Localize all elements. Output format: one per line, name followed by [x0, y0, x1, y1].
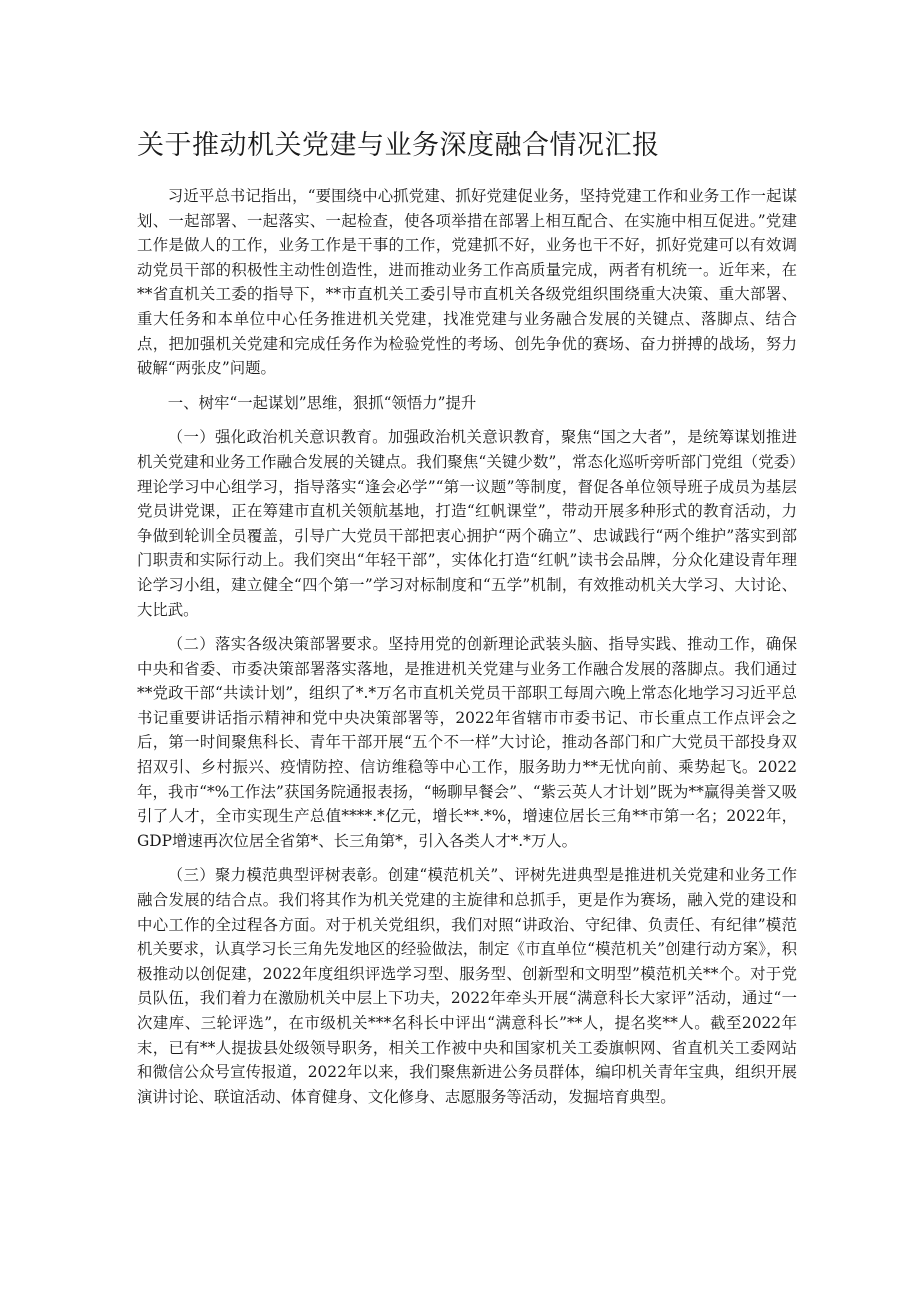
paragraph-3-model-commendation: （三）聚力模范典型评树表彰。创建“模范机关”、评树先进典型是推进机关党建和业务工作融合发展的结合点。我们将其作为机关党建的主旋律和总抓手，更是作为赛场，融入党的建设和中心工作的全过程各方面。对于机关党组织，我们对照“讲政治、守纪律、负责任、有纪律”模范机关要求，认真学习长三角先发地区的经验做法，制定《市直单位“模范机关”创建行动方案》，积极推动以创促建，2022年度组织评选学习型、服务型、创新型和文明型”模范机关**个。对于党员队伍，我们着力在激励机关中层上下功夫，2022年牵头开展“满意科长大家评”活动，通过“一次建库、三轮评选”，在市级机关***名科长中评出“满意科长”**人，提名奖**人。截至2022年末，已有**人提拔县处级领导职务，相关工作被中央和国家机关工委旗帜网、省直机关工委网站和微信公众号宣传报道，2022年以来，我们聚焦新进公务员群体，编印机关青年宝典，组织开展演讲讨论、联谊活动、体育健身、文化修身、志愿服务等活动，发掘培育典型。 — [137, 866, 797, 1106]
paragraph-2-decision-implementation: （二）落实各级决策部署要求。坚持用党的创新理论武装头脑、指导实践、推动工作，确保中央和省委、市委决策部署落实落地，是推进机关党建与业务工作融合发展的落脚点。我们通过**党政干部“共读计划”，组织了*.*万名市直机关党员干部职工每周六晚上常态化地学习习近平总书记重要讲话指示精神和党中央决策部署等，2022年省辖市市委书记、市长重点工作点评会之后，第一时间聚焦科长、青年干部开展“五个不一样”大讨论，推动各部门和广大党员干部投身双招双引、乡村振兴、疫情防控、信访维稳等中心工作，服务助力**无忧向前、乘势起飞。2022年，我市“*%工作法”获国务院通报表扬，“畅聊早餐会”、“紫云英人才计划”既为**赢得美誉又吸引了人才，全市实现生产总值****.*亿元，增长**.*%，增速位居长三角**市第一名；2022年，GDP增速再次位居全省第*、长三角第*，引入各类人才*.*万人。 — [137, 635, 797, 850]
document-title: 关于推动机关党建与业务深度融合情况汇报 — [137, 130, 660, 161]
intro-paragraph: 习近平总书记指出，“要围绕中心抓党建、抓好党建促业务，坚持党建工作和业务工作一起谋划、一起部署、一起落实、一起检查，使各项举措在部署上相互配合、在实施中相互促进。”党建工作是做人的工作，业务工作是干事的工作，党建抓不好，业务也干不好，抓好党建可以有效调动党员干部的积极性主动性创造性，进而推动业务工作高质量完成，两者有机统一。近年来，在**省直机关工委的指导下，**市直机关工委引导市直机关各级党组织围绕重大决策、重大部署、重大任务和本单位中心任务推进机关党建，找准党建与业务融合发展的关键点、落脚点、结合点，把加强机关党建和完成任务作为检验党性的考场、创先争优的赛场、奋力拼搏的战场，努力破解“两张皮”问题。 — [137, 187, 797, 378]
section-1-heading: 一、树牢“一起谋划”思维，狠抓“领悟力”提升 — [167, 393, 477, 412]
document-page — [137, 122, 797, 1109]
paragraph-1-political-education: （一）强化政治机关意识教育。加强政治机关意识教育，聚焦“国之大者”，是统筹谋划推进机关党建和业务工作融合发展的关键点。我们聚焦“关键少数”，常态化巡听旁听部门党组（党委）理论学习中心组学习，指导落实“逢会必学”“第一议题”等制度，督促各单位领导班子成员为基层党员讲党课，正在筹建市直机关领航基地，打造“红帆课堂”，带动开展多种形式的教育活动，力争做到轮训全员覆盖，引导广大党员干部把衷心拥护“两个确立”、忠诚践行“两个维护”落实到部门职责和实际行动上。我们突出“年轻干部”，实体化打造“红帆”读书会品牌，分众化建设青年理论学习小组，建立健全“四个第一”学习对标制度和“五学”机制，有效推动机关大学习、大讨论、大比武。 — [137, 428, 797, 619]
